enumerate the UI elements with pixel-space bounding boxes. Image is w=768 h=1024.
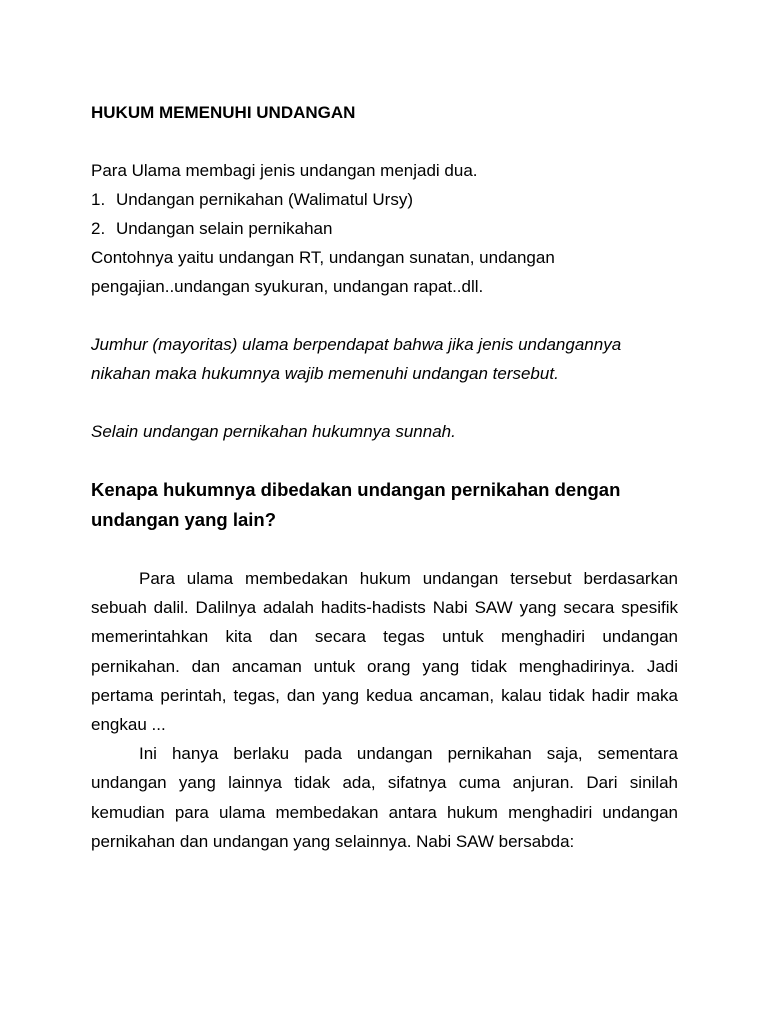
list-text: Undangan selain pernikahan [116,219,333,238]
intro-text: Para Ulama membagi jenis undangan menjadi dua. [91,161,478,180]
example-text: Contohnya yaitu undangan RT, undangan sunatan, undangan pengajian..undangan syukuran, undangan rapat..dll. [91,248,555,296]
document-body [91,98,678,856]
jumhur-text: Jumhur (mayoritas) ulama berpendapat bahwa jika jenis undangannya nikahan maka hukumnya wajib memenuhi undangan tersebut. [91,335,622,383]
list-number: 1. [91,190,106,209]
spacer [91,446,678,475]
list-item [91,214,678,243]
spacer [91,535,678,564]
spacer [91,301,678,330]
spacer [91,127,678,156]
list-text: Undangan pernikahan (Walimatul Ursy) [116,190,414,209]
document-title: HUKUM MEMENUHI UNDANGAN [91,103,356,122]
spacer [91,388,678,417]
selain-text: Selain undangan pernikahan hukumnya sunnah. [91,422,456,441]
list-number: 2. [91,219,106,238]
question-heading: Kenapa hukumnya dibedakan undangan pernikahan dengan undangan yang lain? [91,479,621,530]
paragraph-2: Ini hanya berlaku pada undangan pernikahan saja, sementara undangan yang lainnya tidak ada, sifatnya cuma anjuran. Dari sinilah kemudian para ulama membedakan antara hukum menghadiri undangan pernikahan dan undangan yang selainnya. Nabi SAW bersabda: [91,744,678,851]
list-item [91,185,678,214]
paragraph-1: Para ulama membedakan hukum undangan tersebut berdasarkan sebuah dalil. Dalilnya adalah hadits-hadists Nabi SAW yang secara spesifik memerintahkan kita dan secara tegas untuk menghadiri undangan pernikahan. dan ancaman untuk orang yang tidak menghadirinya. Jadi pertama perintah, tegas, dan yang kedua ancaman, kalau tidak hadir maka engkau ... [91,569,678,735]
